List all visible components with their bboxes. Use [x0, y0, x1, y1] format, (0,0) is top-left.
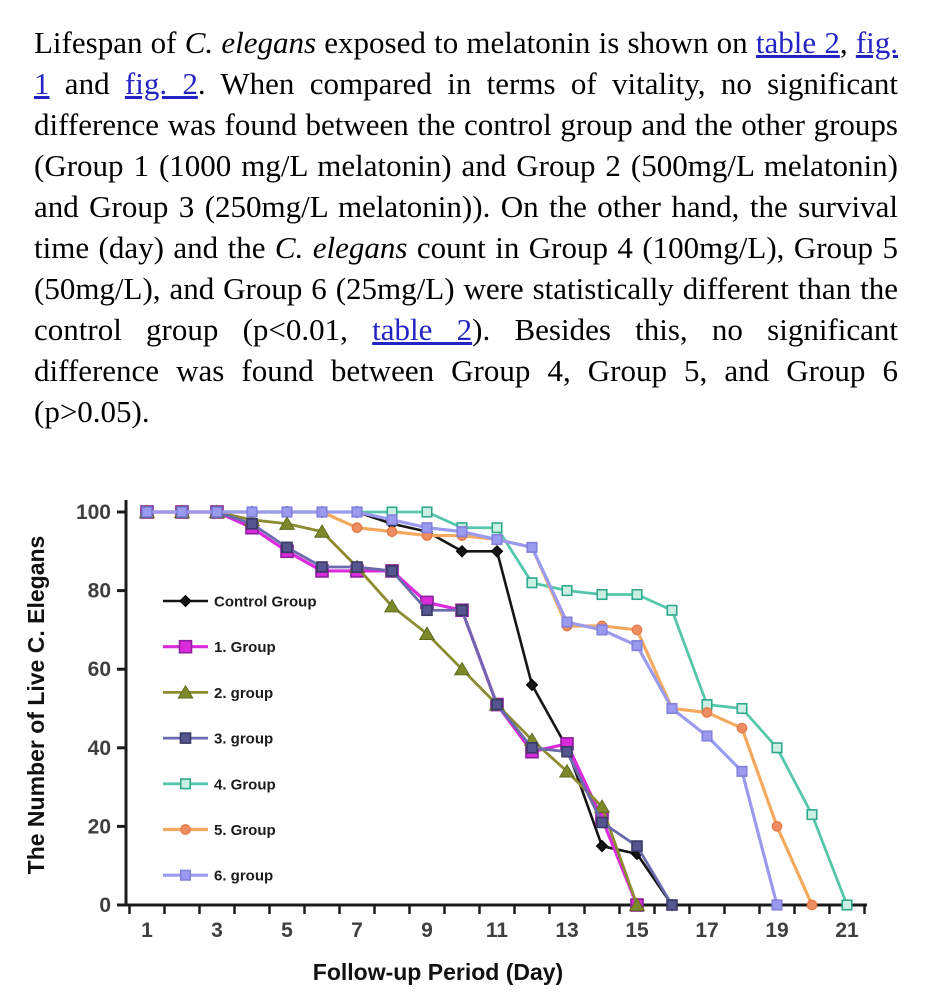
italic-text-run: C. elegans: [184, 25, 317, 60]
square-marker: [632, 841, 642, 851]
circle-marker: [807, 900, 817, 910]
square-marker: [667, 704, 677, 714]
diamond-marker: [596, 840, 607, 851]
square-marker: [492, 535, 502, 545]
square-marker: [181, 779, 191, 789]
x-tick-label: 11: [485, 919, 509, 942]
legend-label: Control Group: [214, 593, 317, 611]
y-tick-label: 40: [87, 736, 111, 760]
square-marker: [387, 566, 397, 576]
square-marker: [492, 700, 502, 710]
x-tick-label: 7: [351, 919, 363, 942]
axes: [23, 500, 867, 985]
x-tick-label: 19: [765, 919, 789, 942]
link-fig-2[interactable]: fig. 2: [124, 66, 198, 101]
x-tick-label: 9: [421, 919, 433, 942]
square-marker: [387, 515, 397, 525]
square-marker: [181, 733, 191, 743]
square-marker: [317, 507, 327, 517]
legend-item-5: [163, 776, 276, 793]
text-run: count in Group 4 (100mg/L), Group 5 (50mg/L), and Group 6 (25mg/L) were statistically different than the control group (p<0.01,: [34, 230, 898, 347]
legend-label: 6. group: [214, 867, 274, 885]
square-marker: [212, 507, 222, 517]
x-tick-label: 13: [555, 919, 579, 942]
square-marker: [562, 617, 572, 627]
x-tick-label: 17: [695, 919, 719, 942]
y-tick-label: 0: [99, 894, 111, 917]
series-3-group: [142, 507, 677, 910]
square-marker: [422, 507, 432, 517]
square-marker: [807, 810, 817, 820]
survival-chart: [0, 488, 934, 1008]
diamond-marker: [526, 679, 537, 690]
square-marker: [142, 507, 152, 517]
y-axis-title: The Number of Live C. Elegans: [23, 535, 49, 875]
x-tick-label: 1: [141, 919, 153, 942]
y-tick-label: 80: [87, 579, 111, 603]
square-marker: [247, 519, 257, 529]
link-table-2b[interactable]: table 2: [372, 312, 473, 347]
y-tick-label: 20: [87, 815, 111, 839]
square-marker: [597, 590, 607, 600]
article-paragraph: [34, 22, 898, 432]
square-marker: [632, 641, 642, 651]
legend-item-6: [163, 822, 276, 839]
diamond-marker: [456, 546, 467, 557]
square-marker: [180, 641, 192, 653]
legend-label: 1. Group: [214, 639, 276, 657]
square-marker: [247, 507, 257, 517]
square-marker: [527, 743, 537, 753]
square-marker: [702, 731, 712, 741]
square-marker: [632, 590, 642, 600]
x-tick-label: 21: [835, 919, 859, 942]
circle-marker: [632, 625, 642, 635]
square-marker: [492, 523, 502, 533]
legend-item-4: [163, 731, 273, 748]
x-tick-label: 15: [625, 919, 649, 942]
square-marker: [737, 704, 747, 714]
diamond-marker: [180, 595, 191, 606]
text-run: Lifespan of: [34, 25, 185, 60]
series-control-group: [141, 506, 677, 910]
circle-marker: [737, 723, 747, 733]
legend-label: 3. group: [214, 730, 274, 748]
x-tick-label: 3: [211, 919, 223, 942]
square-marker: [597, 625, 607, 635]
text-run: exposed to melatonin is shown on: [316, 25, 756, 60]
y-tick-label: 60: [87, 658, 111, 682]
legend-label: 5. Group: [214, 822, 276, 839]
square-marker: [177, 507, 187, 517]
text-run: . When compared in terms of vitality, no significant difference was found between the control group and the other groups (Group 1 (1000 mg/L melatonin) and Group 2 (500mg/L melatonin) and Group 3 (250mg/L melatonin)). On the other hand, the survival time (day) and the: [34, 66, 899, 265]
square-marker: [181, 870, 191, 880]
x-axis-title: Follow-up Period (Day): [312, 959, 564, 985]
square-marker: [282, 542, 292, 552]
text-run: ,: [839, 25, 856, 60]
legend-item-7: [163, 868, 273, 885]
series-line: [147, 512, 672, 905]
square-marker: [317, 562, 327, 572]
circle-marker: [387, 527, 397, 537]
square-marker: [562, 747, 572, 757]
circle-marker: [181, 825, 191, 835]
circle-marker: [352, 523, 362, 533]
legend: [163, 594, 316, 885]
square-marker: [667, 606, 677, 616]
legend-item-2: [163, 639, 276, 656]
square-marker: [842, 900, 852, 910]
square-marker: [772, 743, 782, 753]
legend-label: 4. Group: [214, 776, 276, 794]
circle-marker: [702, 708, 712, 718]
series-5-group: [142, 507, 817, 910]
square-marker: [457, 527, 467, 537]
legend-item-3: [163, 685, 273, 702]
square-marker: [352, 562, 362, 572]
square-marker: [282, 507, 292, 517]
series-line: [147, 512, 672, 905]
square-marker: [457, 605, 467, 615]
square-marker: [597, 817, 607, 827]
link-fig-1[interactable]: fig. 1: [34, 25, 899, 101]
square-marker: [667, 900, 677, 910]
x-tick-label: 5: [281, 919, 293, 942]
italic-text-run: C. elegans: [274, 230, 408, 265]
y-tick-label: 100: [75, 501, 111, 524]
square-marker: [527, 578, 537, 588]
square-marker: [352, 507, 362, 517]
square-marker: [527, 543, 537, 553]
square-marker: [772, 900, 782, 910]
square-marker: [422, 605, 432, 615]
legend-item-1: [163, 594, 316, 611]
diamond-marker: [491, 546, 502, 557]
square-marker: [422, 523, 432, 533]
text-run: and: [49, 66, 125, 101]
square-marker: [737, 767, 747, 777]
text-run: ). Besides this, no significant difference was found between Group 4, Group 5, and Group 6 (p>0.05).: [34, 312, 898, 429]
legend-label: 2. group: [214, 684, 274, 702]
link-table-2[interactable]: table 2: [755, 25, 840, 60]
circle-marker: [772, 822, 782, 832]
survival-figure: [0, 488, 934, 1008]
square-marker: [562, 586, 572, 596]
